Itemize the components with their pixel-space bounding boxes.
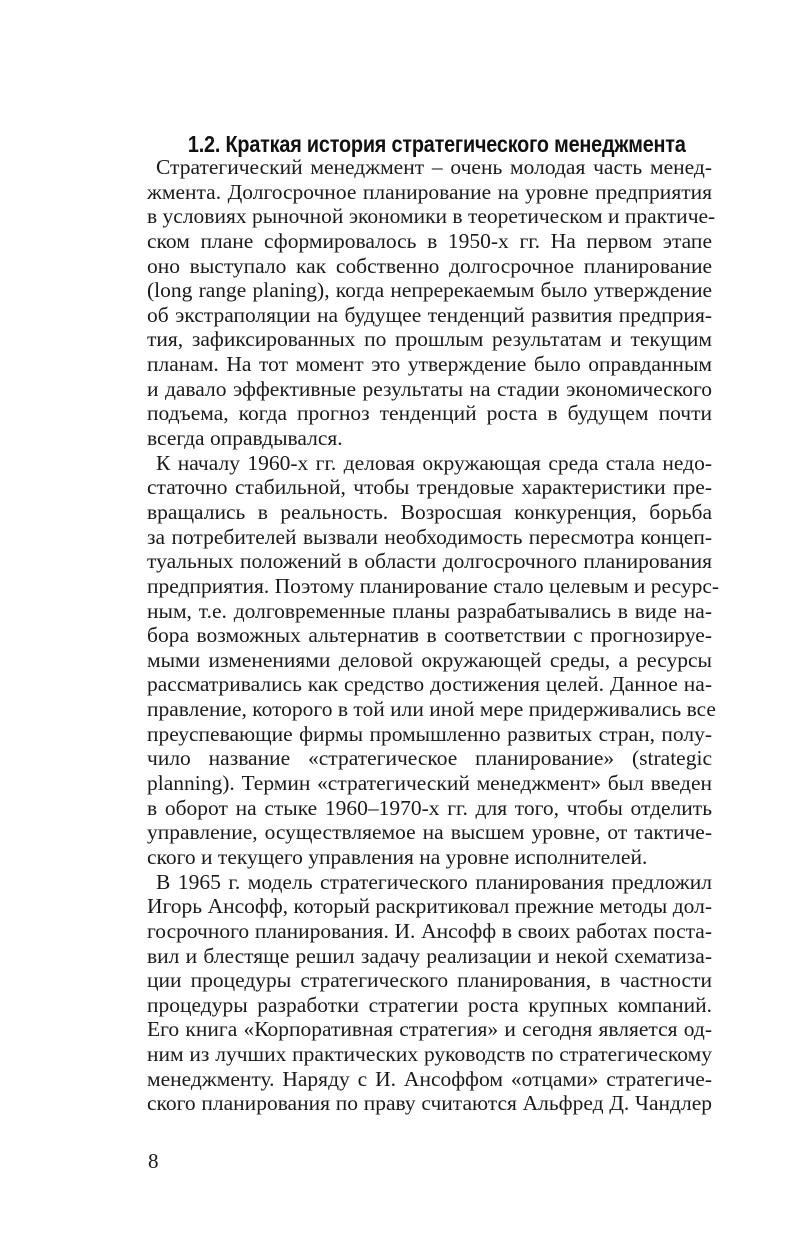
section-heading: 1.2. Краткая история стратегического менеджмента: [187, 131, 686, 158]
text-line: ского и текущего управления на уровне исполнителей.: [147, 844, 648, 869]
text-line: об экстраполяции на будущее тенденций развития предприя-: [147, 302, 712, 327]
text-line: тия, зафиксированных по прошлым результатам и текущим: [147, 327, 712, 352]
paragraph: [147, 450, 720, 870]
text-line: Игорь Ансофф, который раскритиковал прежние методы дол-: [147, 894, 712, 919]
text-line: предприятия. Поэтому планирование стало целевым и ресурс-: [147, 573, 720, 598]
text-line: ным, т.е. долговременные планы разрабатывались в виде на-: [147, 598, 712, 623]
text-line: за потребителей вызвали необходимость пересмотра концеп-: [147, 524, 712, 549]
text-line: преуспевающие фирмы промышленно развитых стран, полу-: [147, 721, 712, 746]
text-line: подъема, когда прогноз тенденций роста в будущем почти: [147, 401, 712, 426]
text-line: мыми изменениями деловой окружающей среды, а ресурсы: [147, 647, 712, 672]
text-line: рассматривались как средство достижения целей. Данное на-: [147, 672, 712, 697]
page-number: 8: [148, 1149, 159, 1173]
text-line: К началу 1960-х гг. деловая окружающая среда стала недо-: [156, 450, 712, 475]
text-line: вращались в реальность. Возросшая конкуренция, борьба: [147, 499, 712, 524]
paragraph: [147, 155, 716, 451]
text-line: в оборот на стыке 1960–1970-х гг. для того, чтобы отделить: [147, 795, 712, 820]
text-line: (long range planing), когда непререкаемым было утверждение: [147, 278, 712, 303]
text-line: госрочного планирования. И. Ансофф в своих работах поста-: [147, 918, 712, 943]
text-line: оно выступало как собственно долгосрочное планирование: [147, 253, 712, 278]
body-text: [147, 155, 720, 1116]
text-line: чило название «стратегическое планирование» (strategic: [147, 746, 712, 771]
text-line: менеджменту. Наряду с И. Ансоффом «отцами» стратегиче-: [147, 1066, 712, 1091]
text-line: ции процедуры стратегического планирования, в частности: [147, 968, 712, 993]
paragraph: [147, 870, 712, 1116]
text-line: жмента. Долгосрочное планирование на уровне предприятия: [147, 179, 712, 204]
text-line: всегда оправдывался.: [147, 426, 343, 451]
text-line: статочно стабильной, чтобы трендовые характеристики пре-: [147, 475, 712, 500]
text-line: вил и блестяще решил задачу реализации и некой схематиза-: [147, 943, 712, 968]
text-line: ском плане сформировалось в 1950-х гг. На первом этапе: [147, 228, 712, 253]
text-line: бора возможных альтернатив в соответствии с прогнозируе-: [147, 623, 712, 648]
text-line: planning). Термин «стратегический менеджмент» был введен: [147, 771, 712, 796]
text-line: правление, которого в той или иной мере придерживались все: [147, 697, 716, 722]
text-line: планам. На тот момент это утверждение было оправданным: [147, 352, 712, 377]
text-line: процедуры разработки стратегии роста крупных компаний.: [147, 992, 712, 1017]
text-line: Его книга «Корпоративная стратегия» и сегодня является од-: [147, 1017, 712, 1042]
text-line: В 1965 г. модель стратегического планирования предложил: [156, 869, 712, 894]
text-line: Стратегический менеджмент – очень молодая часть менед-: [156, 155, 712, 179]
text-line: ского планирования по праву считаются Альфред Д. Чандлер: [147, 1091, 712, 1116]
text-line: управление, осуществляемое на высшем уровне, от тактиче-: [147, 820, 712, 845]
text-line: туальных положений в области долгосрочного планирования: [147, 549, 712, 574]
text-line: и давало эффективные результаты на стадии экономического: [147, 376, 712, 401]
text-line: в условиях рыночной экономики в теоретическом и практиче-: [147, 204, 716, 229]
text-line: ним из лучших практических руководств по стратегическому: [147, 1042, 712, 1067]
